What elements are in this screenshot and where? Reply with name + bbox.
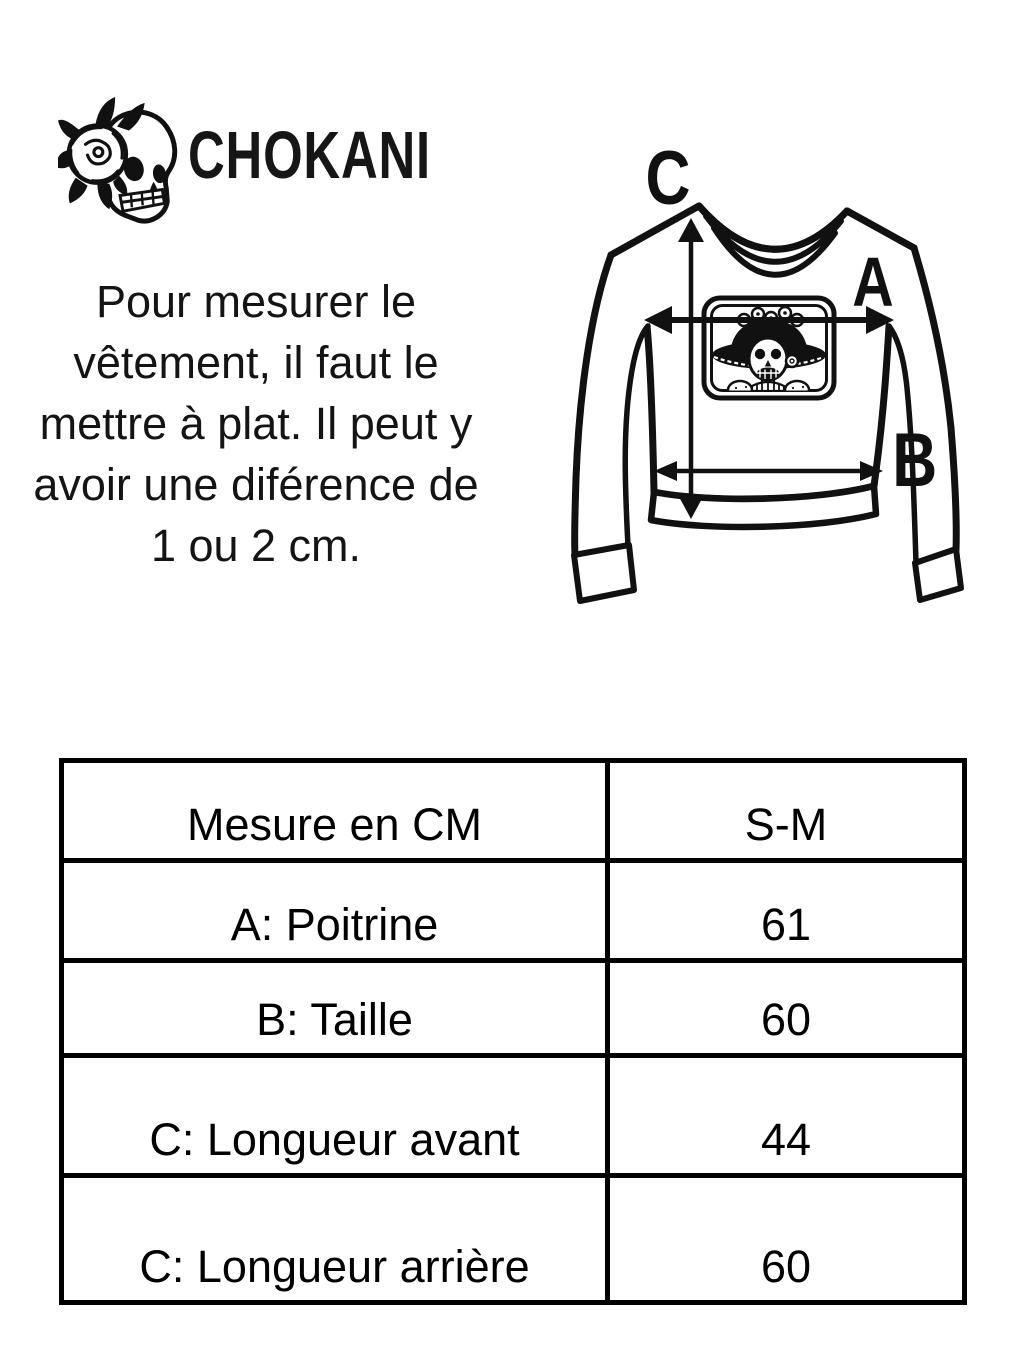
sweatshirt-measurement-diagram <box>554 58 1024 670</box>
diagram-label-front-length: C <box>645 135 691 221</box>
instructions-line: avoir une diférence de <box>33 459 479 510</box>
skull-rose-icon <box>58 92 186 232</box>
left-cuff <box>574 545 634 601</box>
diagram-label-waist: B <box>892 417 938 503</box>
table-cell-label: B: Taille <box>64 963 610 1058</box>
diagram-label-chest: A <box>852 242 894 322</box>
table-cell-label: A: Poitrine <box>64 863 610 963</box>
brand-logo <box>58 92 478 232</box>
catrina-side-rose <box>786 355 798 367</box>
table-cell-label: C: Longueur arrière <box>64 1178 610 1300</box>
size-table <box>59 758 967 1305</box>
instructions-line: 1 ou 2 cm. <box>150 520 362 571</box>
instructions-line: mettre à plat. Il peut y <box>39 398 473 449</box>
table-header-size: S-M <box>610 763 962 863</box>
instructions-line: Pour mesurer le <box>95 276 417 327</box>
table-cell-value: 60 <box>610 963 962 1058</box>
catrina-eye-left <box>755 349 765 359</box>
measurement-instructions <box>2 271 510 576</box>
table-cell-value: 60 <box>760 1241 812 1292</box>
catrina-eye-right <box>771 349 781 359</box>
table-cell-value: 44 <box>610 1058 962 1178</box>
brand-name: CHOKANI <box>188 117 431 193</box>
table-cell-label: C: Longueur avant <box>64 1058 610 1178</box>
table-header-measure: Mesure en CM <box>64 763 610 863</box>
table-cell-value: 61 <box>610 863 962 963</box>
instructions-line: vêtement, il faut le <box>73 337 439 388</box>
